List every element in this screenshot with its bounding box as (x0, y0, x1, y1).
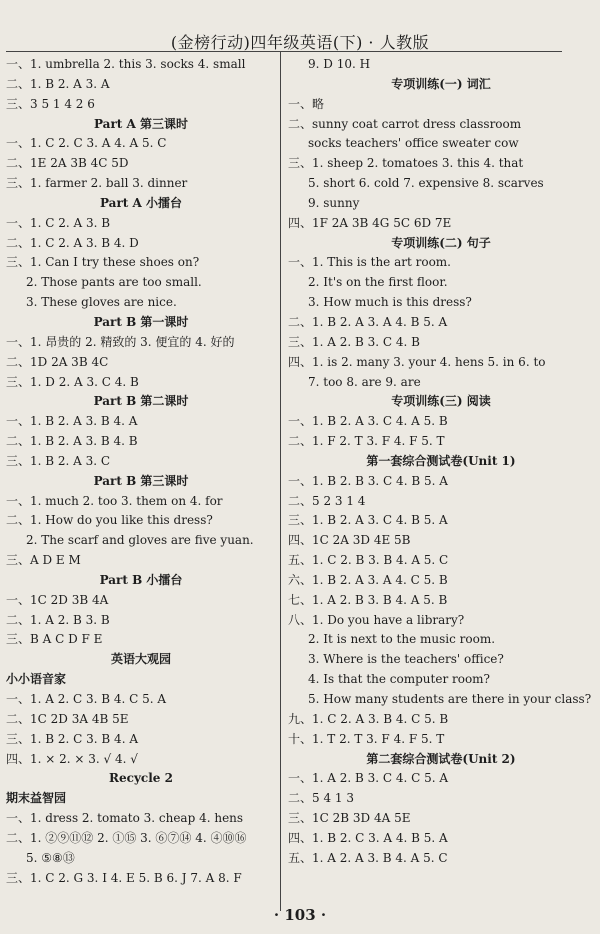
answer-line: 三、A D E M (6, 553, 81, 568)
answer-line: 2. It is next to the music room. (308, 632, 496, 647)
answer-line: 7. too 8. are 9. are (308, 374, 421, 389)
section-heading: 专项训练(二) 句子 (391, 235, 491, 250)
answer-line: 三、1. B 2. A 3. C 4. B 5. A (288, 513, 448, 528)
answer-line: socks teachers' office sweater cow (308, 136, 519, 151)
section-heading: Part B 小擂台 (99, 572, 183, 587)
section-heading: Part A 小擂台 (99, 195, 182, 210)
column-divider (280, 51, 281, 911)
page-number: · 103 · (273, 906, 327, 924)
left-answer-column (6, 55, 276, 888)
answer-line: 二、1. F 2. T 3. F 4. F 5. T (288, 434, 445, 449)
answer-line: 五、1. C 2. B 3. B 4. A 5. C (288, 553, 449, 568)
page-header-title: (金榜行动)四年级英语(下) · 人教版 (170, 33, 430, 52)
answer-line: 一、1. umbrella 2. this 3. socks 4. small (6, 57, 246, 71)
answer-line: 一、1. 昂贵的 2. 精致的 3. 便宜的 4. 好的 (6, 334, 235, 349)
answer-line: 一、略 (288, 96, 325, 111)
answer-line: 一、1C 2D 3B 4A (6, 592, 109, 607)
answer-line: 3. How much is this dress? (308, 295, 472, 310)
answer-line: 三、1. sheep 2. tomatoes 3. this 4. that (288, 156, 524, 171)
subsection-label: 期末益智园 (6, 791, 67, 806)
section-heading: 专项训练(一) 词汇 (391, 76, 491, 91)
answer-line: 5. short 6. cold 7. expensive 8. scarves (308, 176, 544, 191)
right-answer-column (288, 55, 594, 869)
section-heading: 第二套综合测试卷(Unit 2) (366, 751, 516, 766)
answer-line: 三、1. farmer 2. ball 3. dinner (6, 176, 188, 191)
answer-line: 三、1. A 2. B 3. C 4. B (288, 334, 420, 349)
answer-line: 二、1. How do you like this dress? (6, 513, 213, 528)
answer-line: 九、1. C 2. A 3. B 4. C 5. B (288, 711, 449, 726)
answer-line: 八、1. Do you have a library? (288, 612, 465, 627)
answer-line: 一、1. A 2. C 3. B 4. C 5. A (6, 692, 167, 706)
answer-line: 七、1. A 2. B 3. B 4. A 5. B (288, 592, 448, 607)
answer-line: 一、1. B 2. B 3. C 4. B 5. A (288, 473, 448, 488)
answer-line: 一、1. This is the art room. (288, 255, 451, 270)
answer-line: 二、1. ②⑨⑪⑫ 2. ①⑮ 3. ⑥⑦⑭ 4. ④⑩⑯ (6, 830, 247, 845)
answer-line: 四、1F 2A 3B 4G 5C 6D 7E (288, 215, 452, 230)
answer-line: 三、B A C D F E (6, 632, 103, 647)
answer-line: 二、sunny coat carrot dress classroom (288, 116, 522, 131)
answer-line: 2. Those pants are too small. (26, 275, 202, 290)
answer-line: 四、1. B 2. C 3. A 4. B 5. A (288, 830, 448, 845)
answer-line: 9. D 10. H (308, 57, 371, 71)
answer-line: 四、1. is 2. many 3. your 4. hens 5. in 6. to (288, 354, 546, 369)
section-heading: Recycle 2 (109, 771, 173, 786)
answer-line: 四、1. × 2. × 3. √ 4. √ (6, 751, 138, 766)
answer-line: 三、3 5 1 4 2 6 (6, 96, 95, 111)
answer-line: 一、1. C 2. A 3. B (6, 215, 111, 230)
answer-line: 9. sunny (308, 195, 360, 210)
answer-line: 三、1. B 2. A 3. C (6, 453, 111, 468)
answer-line: 二、1D 2A 3B 4C (6, 354, 109, 369)
answer-line: 5. How many students are there in your class? (308, 692, 592, 706)
section-heading: Part B 第三课时 (93, 473, 189, 488)
answer-line: 三、1. D 2. A 3. C 4. B (6, 374, 139, 389)
answer-line: 二、1E 2A 3B 4C 5D (6, 156, 129, 171)
answer-line: 3. These gloves are nice. (26, 295, 177, 310)
section-heading: 专项训练(三) 阅读 (391, 394, 491, 409)
answer-line: 二、1. B 2. A 3. A 4. B 5. A (288, 314, 448, 329)
answer-line: 二、1. B 2. A 3. B 4. B (6, 434, 138, 449)
answer-line: 四、1C 2A 3D 4E 5B (288, 533, 411, 548)
answer-line: 一、1. dress 2. tomato 3. cheap 4. hens (6, 811, 244, 826)
answer-line: 一、1. much 2. too 3. them on 4. for (6, 493, 223, 508)
answer-line: 五、1. A 2. A 3. B 4. A 5. C (288, 850, 448, 865)
answer-line: 二、1. B 2. A 3. A (6, 76, 110, 91)
section-heading: Part B 第二课时 (93, 394, 189, 409)
section-heading: 英语大观园 (110, 652, 171, 667)
answer-line: 一、1. B 2. A 3. B 4. A (6, 414, 138, 429)
answer-line: 5. ⑤⑧⑬ (26, 850, 75, 865)
answer-line: 二、1C 2D 3A 4B 5E (6, 711, 129, 726)
answer-line: 二、5 2 3 1 4 (288, 493, 366, 508)
answer-line: 2. The scarf and gloves are five yuan. (26, 533, 254, 548)
answer-line: 一、1. B 2. A 3. C 4. A 5. B (288, 414, 448, 429)
answer-line: 六、1. B 2. A 3. A 4. C 5. B (288, 572, 448, 587)
subsection-label: 小小语音家 (6, 672, 67, 687)
answer-line: 一、1. C 2. C 3. A 4. A 5. C (6, 136, 167, 151)
answer-line: 二、1. C 2. A 3. B 4. D (6, 235, 139, 250)
section-heading: 第一套综合测试卷(Unit 1) (366, 453, 516, 468)
answer-line: 十、1. T 2. T 3. F 4. F 5. T (288, 731, 445, 746)
answer-line: 三、1. Can I try these shoes on? (6, 255, 200, 270)
section-heading: Part A 第三课时 (93, 116, 188, 131)
header-divider (6, 51, 562, 52)
answer-line: 3. Where is the teachers' office? (308, 652, 504, 667)
answer-line: 2. It's on the first floor. (308, 275, 448, 290)
section-heading: Part B 第一课时 (93, 314, 189, 329)
answer-line: 三、1. C 2. G 3. I 4. E 5. B 6. J 7. A 8. F (6, 870, 242, 885)
answer-line: 二、5 4 1 3 (288, 791, 354, 806)
answer-line: 三、1. B 2. C 3. B 4. A (6, 731, 138, 746)
answer-line: 4. Is that the computer room? (308, 672, 490, 687)
answer-line: 一、1. A 2. B 3. C 4. C 5. A (288, 771, 449, 786)
answer-line: 三、1C 2B 3D 4A 5E (288, 811, 411, 826)
answer-line: 二、1. A 2. B 3. B (6, 612, 110, 627)
